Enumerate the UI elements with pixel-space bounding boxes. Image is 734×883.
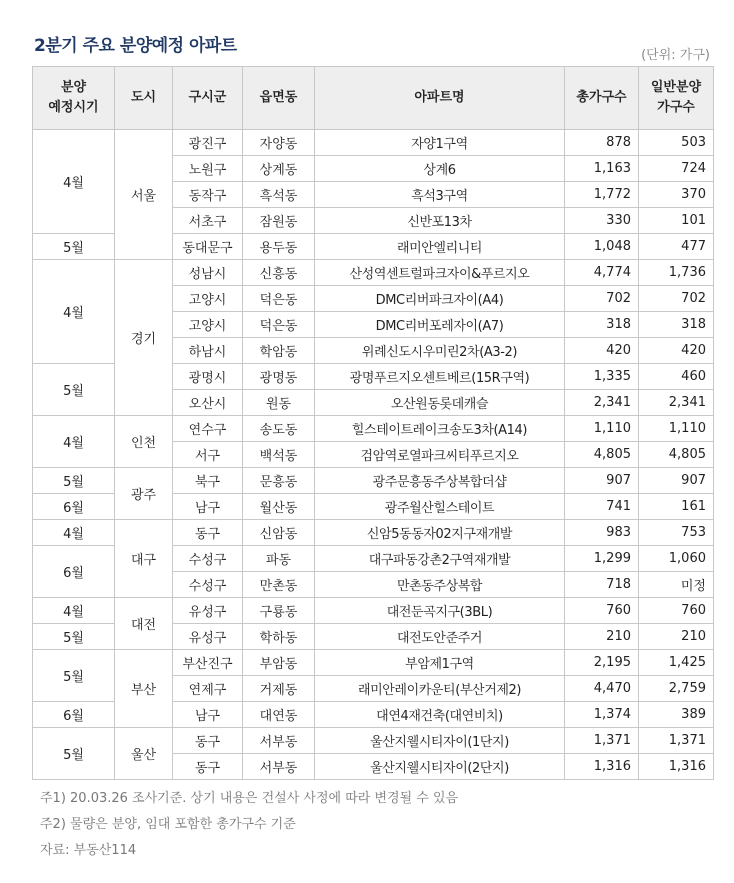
general-cell: 503 [639, 130, 714, 156]
table-row [33, 520, 714, 546]
town-cell: 월산동 [243, 494, 315, 520]
town-cell: 학암동 [243, 338, 315, 364]
apartment-table [32, 66, 714, 780]
apartment-cell: 신암5동동자02지구재개발 [315, 520, 565, 546]
apartment-cell: 대구파동강촌2구역재개발 [315, 546, 565, 572]
period-cell: 6월 [33, 546, 115, 598]
header-district: 구시군 [173, 67, 243, 130]
apartment-cell: 신반포13차 [315, 208, 565, 234]
town-cell: 서부동 [243, 754, 315, 780]
period-cell: 6월 [33, 494, 115, 520]
total-cell: 741 [565, 494, 639, 520]
apartment-cell: 광주월산힐스테이트 [315, 494, 565, 520]
town-cell: 부암동 [243, 650, 315, 676]
apartment-cell: 부암제1구역 [315, 650, 565, 676]
general-cell: 907 [639, 468, 714, 494]
town-cell: 자양동 [243, 130, 315, 156]
district-cell: 광명시 [173, 364, 243, 390]
district-cell: 동작구 [173, 182, 243, 208]
general-cell: 1,425 [639, 650, 714, 676]
district-cell: 동구 [173, 754, 243, 780]
district-cell: 서구 [173, 442, 243, 468]
apartment-cell: 광주문흥동주상복합더샵 [315, 468, 565, 494]
town-cell: 광명동 [243, 364, 315, 390]
period-cell: 5월 [33, 624, 115, 650]
header-row [33, 67, 714, 130]
district-cell: 북구 [173, 468, 243, 494]
period-cell: 5월 [33, 364, 115, 416]
district-cell: 수성구 [173, 572, 243, 598]
general-cell: 161 [639, 494, 714, 520]
table-title: 2분기 주요 분양예정 아파트 [34, 36, 237, 56]
district-cell: 연수구 [173, 416, 243, 442]
city-cell: 대전 [115, 598, 173, 650]
header-town: 읍면동 [243, 67, 315, 130]
general-cell: 460 [639, 364, 714, 390]
total-cell: 702 [565, 286, 639, 312]
apartment-cell: 산성역센트럴파크자이&푸르지오 [315, 260, 565, 286]
district-cell: 동구 [173, 728, 243, 754]
apartment-cell: 오산원동롯데캐슬 [315, 390, 565, 416]
table-row [33, 650, 714, 676]
general-cell: 753 [639, 520, 714, 546]
total-cell: 2,341 [565, 390, 639, 416]
general-cell: 318 [639, 312, 714, 338]
total-cell: 4,774 [565, 260, 639, 286]
source-note: 자료: 부동산114 [40, 843, 137, 858]
total-cell: 420 [565, 338, 639, 364]
table-row [33, 728, 714, 754]
period-cell: 5월 [33, 728, 115, 780]
town-cell: 잠원동 [243, 208, 315, 234]
total-cell: 4,805 [565, 442, 639, 468]
district-cell: 고양시 [173, 286, 243, 312]
town-cell: 서부동 [243, 728, 315, 754]
general-cell: 389 [639, 702, 714, 728]
general-cell: 1,060 [639, 546, 714, 572]
city-cell: 대구 [115, 520, 173, 598]
apartment-cell: DMC리버포레자이(A7) [315, 312, 565, 338]
apartment-cell: 위례신도시우미린2차(A3-2) [315, 338, 565, 364]
town-cell: 용두동 [243, 234, 315, 260]
town-cell: 흑석동 [243, 182, 315, 208]
apartment-cell: 래미안엘리니티 [315, 234, 565, 260]
general-cell: 미정 [639, 572, 714, 598]
apartment-cell: 만촌동주상복합 [315, 572, 565, 598]
district-cell: 동대문구 [173, 234, 243, 260]
general-cell: 760 [639, 598, 714, 624]
period-cell: 4월 [33, 260, 115, 364]
city-cell: 부산 [115, 650, 173, 728]
header-city: 도시 [115, 67, 173, 130]
footnote-2: 주2) 물량은 분양, 임대 포함한 총가구수 기준 [40, 817, 296, 832]
apartment-cell: 광명푸르지오센트베르(15R구역) [315, 364, 565, 390]
total-cell: 2,195 [565, 650, 639, 676]
total-cell: 1,374 [565, 702, 639, 728]
district-cell: 하남시 [173, 338, 243, 364]
district-cell: 광진구 [173, 130, 243, 156]
district-cell: 연제구 [173, 676, 243, 702]
table-row [33, 416, 714, 442]
total-cell: 1,371 [565, 728, 639, 754]
city-cell: 경기 [115, 260, 173, 416]
apartment-cell: 힐스테이트레이크송도3차(A14) [315, 416, 565, 442]
district-cell: 부산진구 [173, 650, 243, 676]
apartment-cell: 울산지웰시티자이(2단지) [315, 754, 565, 780]
header-apartment: 아파트명 [315, 67, 565, 130]
header-general: 일반분양 가구수 [639, 67, 714, 130]
apartment-cell: 자양1구역 [315, 130, 565, 156]
apartment-cell: 상계6 [315, 156, 565, 182]
table-row [33, 598, 714, 624]
unit-label: (단위: 가구) [641, 48, 710, 63]
period-cell: 4월 [33, 130, 115, 234]
city-cell: 울산 [115, 728, 173, 780]
apartment-cell: 울산지웰시티자이(1단지) [315, 728, 565, 754]
apartment-cell: 대전둔곡지구(3BL) [315, 598, 565, 624]
general-cell: 370 [639, 182, 714, 208]
period-cell: 6월 [33, 702, 115, 728]
town-cell: 원동 [243, 390, 315, 416]
general-cell: 1,110 [639, 416, 714, 442]
district-cell: 유성구 [173, 624, 243, 650]
general-cell: 210 [639, 624, 714, 650]
town-cell: 거제동 [243, 676, 315, 702]
district-cell: 동구 [173, 520, 243, 546]
district-cell: 남구 [173, 702, 243, 728]
apartment-cell: 대연4재건축(대연비치) [315, 702, 565, 728]
district-cell: 남구 [173, 494, 243, 520]
district-cell: 서초구 [173, 208, 243, 234]
general-cell: 1,371 [639, 728, 714, 754]
footnote-1: 주1) 20.03.26 조사기준. 상기 내용은 건설사 사정에 따라 변경될 수 있음 [40, 791, 459, 806]
footnotes [40, 786, 458, 864]
total-cell: 983 [565, 520, 639, 546]
total-cell: 1,299 [565, 546, 639, 572]
apartment-cell: 래미안레이카운티(부산거제2) [315, 676, 565, 702]
total-cell: 1,316 [565, 754, 639, 780]
apartment-cell: 대전도안준주거 [315, 624, 565, 650]
city-cell: 서울 [115, 130, 173, 260]
town-cell: 신흥동 [243, 260, 315, 286]
total-cell: 1,110 [565, 416, 639, 442]
general-cell: 4,805 [639, 442, 714, 468]
period-cell: 5월 [33, 234, 115, 260]
total-cell: 907 [565, 468, 639, 494]
town-cell: 덕은동 [243, 312, 315, 338]
general-cell: 420 [639, 338, 714, 364]
period-cell: 4월 [33, 598, 115, 624]
district-cell: 오산시 [173, 390, 243, 416]
town-cell: 학하동 [243, 624, 315, 650]
header-total: 총가구수 [565, 67, 639, 130]
general-cell: 702 [639, 286, 714, 312]
general-cell: 2,341 [639, 390, 714, 416]
town-cell: 문흥동 [243, 468, 315, 494]
town-cell: 만촌동 [243, 572, 315, 598]
apartment-cell: 검암역로열파크씨티푸르지오 [315, 442, 565, 468]
city-cell: 광주 [115, 468, 173, 520]
total-cell: 718 [565, 572, 639, 598]
general-cell: 724 [639, 156, 714, 182]
total-cell: 760 [565, 598, 639, 624]
total-cell: 330 [565, 208, 639, 234]
period-cell: 5월 [33, 468, 115, 494]
town-cell: 백석동 [243, 442, 315, 468]
district-cell: 수성구 [173, 546, 243, 572]
period-cell: 5월 [33, 650, 115, 702]
apartment-cell: 흑석3구역 [315, 182, 565, 208]
town-cell: 송도동 [243, 416, 315, 442]
general-cell: 2,759 [639, 676, 714, 702]
total-cell: 1,335 [565, 364, 639, 390]
town-cell: 구룡동 [243, 598, 315, 624]
total-cell: 318 [565, 312, 639, 338]
period-cell: 4월 [33, 416, 115, 468]
apartment-cell: DMC리버파크자이(A4) [315, 286, 565, 312]
header-period: 분양 예정시기 [33, 67, 115, 130]
town-cell: 덕은동 [243, 286, 315, 312]
total-cell: 4,470 [565, 676, 639, 702]
total-cell: 878 [565, 130, 639, 156]
total-cell: 1,772 [565, 182, 639, 208]
general-cell: 101 [639, 208, 714, 234]
district-cell: 노원구 [173, 156, 243, 182]
general-cell: 1,736 [639, 260, 714, 286]
town-cell: 파동 [243, 546, 315, 572]
total-cell: 210 [565, 624, 639, 650]
district-cell: 성남시 [173, 260, 243, 286]
district-cell: 고양시 [173, 312, 243, 338]
town-cell: 대연동 [243, 702, 315, 728]
general-cell: 477 [639, 234, 714, 260]
period-cell: 4월 [33, 520, 115, 546]
table-row [33, 260, 714, 286]
table-row [33, 130, 714, 156]
town-cell: 신암동 [243, 520, 315, 546]
district-cell: 유성구 [173, 598, 243, 624]
total-cell: 1,163 [565, 156, 639, 182]
total-cell: 1,048 [565, 234, 639, 260]
table-row [33, 468, 714, 494]
town-cell: 상계동 [243, 156, 315, 182]
city-cell: 인천 [115, 416, 173, 468]
general-cell: 1,316 [639, 754, 714, 780]
